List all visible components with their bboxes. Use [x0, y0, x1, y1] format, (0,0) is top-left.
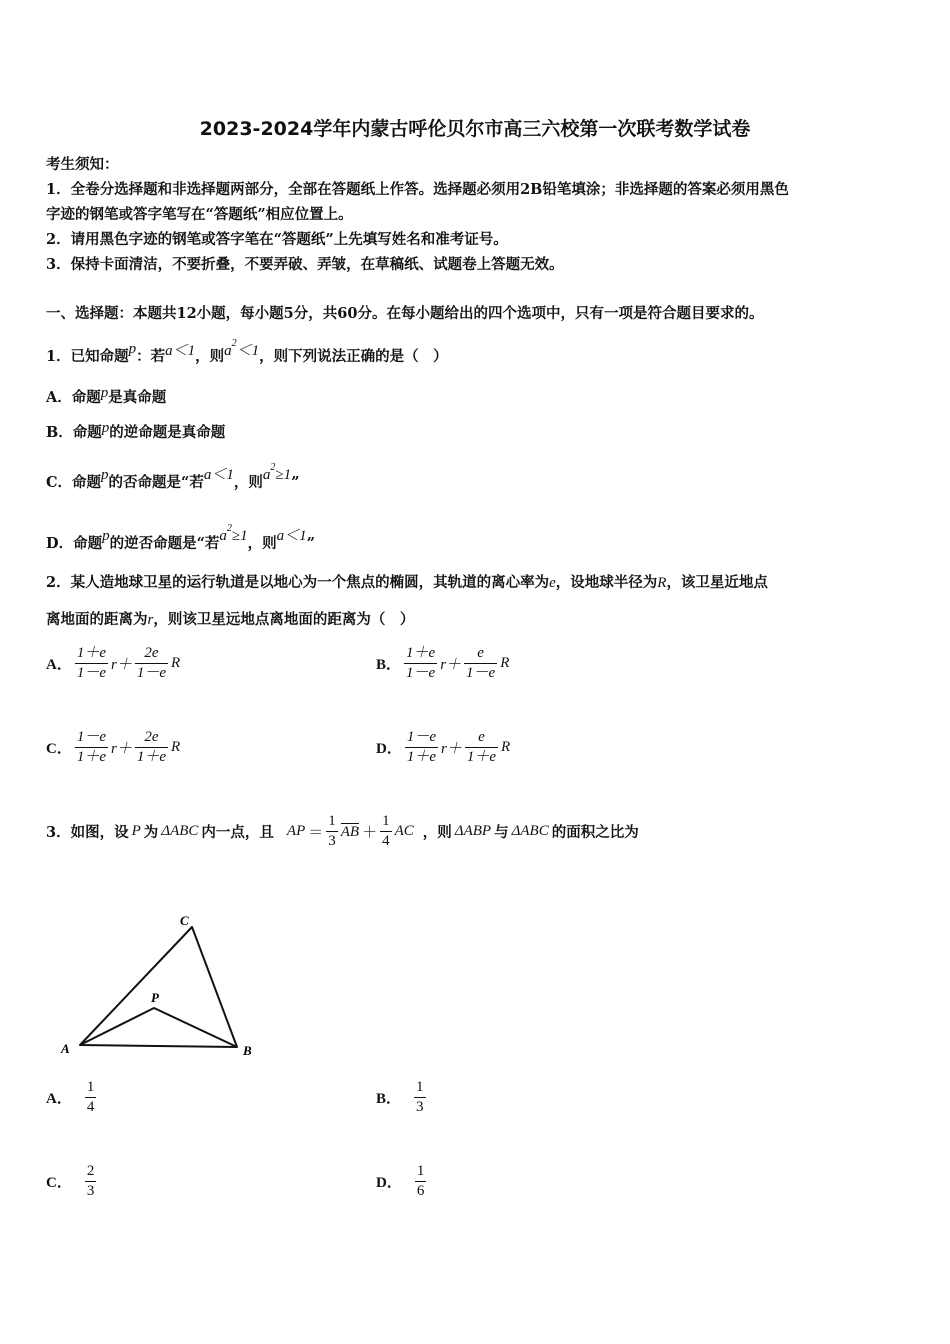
notice-line-3: 3．保持卡面清洁，不要折叠，不要弄破、弄皱，在草稿纸、试题卷上答题无效。	[46, 256, 564, 273]
label-c: C	[180, 913, 189, 928]
question-3-option-a[interactable]: A． $\frac{1}{4}$	[46, 1079, 95, 1115]
triangle-figure	[55, 905, 270, 1065]
vector-ab: AB	[340, 823, 360, 840]
question-3-option-d[interactable]: D． $\frac{1}{6}$	[376, 1163, 425, 1199]
question-2-option-d[interactable]: D． $\frac{1-e}{1+e}$ r＋ $\frac{e}{1+e}$ R	[376, 729, 511, 765]
question-1-option-b[interactable]: B．命题p的逆命题是真命题	[46, 420, 226, 441]
vector-ac: AC	[394, 823, 414, 839]
notice-line-2: 2．请用黑色字迹的钢笔或答字笔在“答题纸”上先填写姓名和准考证号。	[46, 231, 508, 248]
section-heading: 一、选择题：本题共12小题，每小题5分，共60分。在每小题给出的四个选项中，只有一项是符合题目要求的。	[46, 305, 764, 322]
question-1-stem: 1．已知命题p：若a＜1，则$a^2<1$，则下列说法正确的是（ ）	[46, 338, 448, 365]
question-2-stem-line1: 2．某人造地球卫星的运行轨道是以地心为一个焦点的椭圆，其轨道的离心率为e，设地球半径为R，该卫星近地点	[46, 574, 768, 591]
question-2-option-b[interactable]: B． $\frac{1+e}{1-e}$ r＋ $\frac{e}{1-e}$ R	[376, 645, 510, 681]
vector-ap: AP	[286, 823, 306, 839]
page-title: 2023-2024学年内蒙古呼伦贝尔市高三六校第一次联考数学试卷	[199, 118, 751, 140]
question-2-option-c[interactable]: C． $\frac{1-e}{1+e}$ r＋ $\frac{2e}{1+e}$ R	[46, 729, 181, 765]
question-3-stem: 3．如图，设 P 为 ΔABC 内一点，且 AP ＝ $\frac{1}{3}$ AB ＋ $\frac{1}{4}$ AC ，则 ΔABP 与 ΔABC 的面积之比为	[46, 813, 639, 849]
notice-heading: 考生须知：	[46, 156, 119, 173]
question-2-option-a[interactable]: A． $\frac{1+e}{1-e}$ r＋ $\frac{2e}{1-e}$ R	[46, 645, 181, 681]
label-p: P	[151, 990, 159, 1005]
triangle-abc	[80, 927, 237, 1047]
question-3-option-b[interactable]: B． $\frac{1}{3}$	[376, 1079, 424, 1115]
segment-ap-pb	[80, 1008, 237, 1047]
question-3-option-c[interactable]: C． $\frac{2}{3}$	[46, 1163, 95, 1199]
notice-line-1b: 字迹的钢笔或答字笔写在“答题纸”相应位置上。	[46, 206, 353, 223]
question-1-option-a[interactable]: A．命题p是真命题	[46, 385, 167, 406]
question-2-stem-line2: 离地面的距离为r，则该卫星远地点离地面的距离为（ ）	[46, 611, 415, 628]
label-b: B	[243, 1043, 252, 1058]
question-1-option-c[interactable]: C．命题p的否命题是“若a＜1，则$a^2\ge 1$”	[46, 462, 300, 491]
notice-line-1a: 1．全卷分选择题和非选择题两部分，全部在答题纸上作答。选择题必须用2B铅笔填涂；非选择题的答案必须用黑色	[46, 181, 789, 198]
question-1-option-d[interactable]: D．命题p的逆否命题是“若$a^2\ge 1$，则a＜1”	[46, 523, 316, 552]
label-a: A	[61, 1041, 70, 1056]
